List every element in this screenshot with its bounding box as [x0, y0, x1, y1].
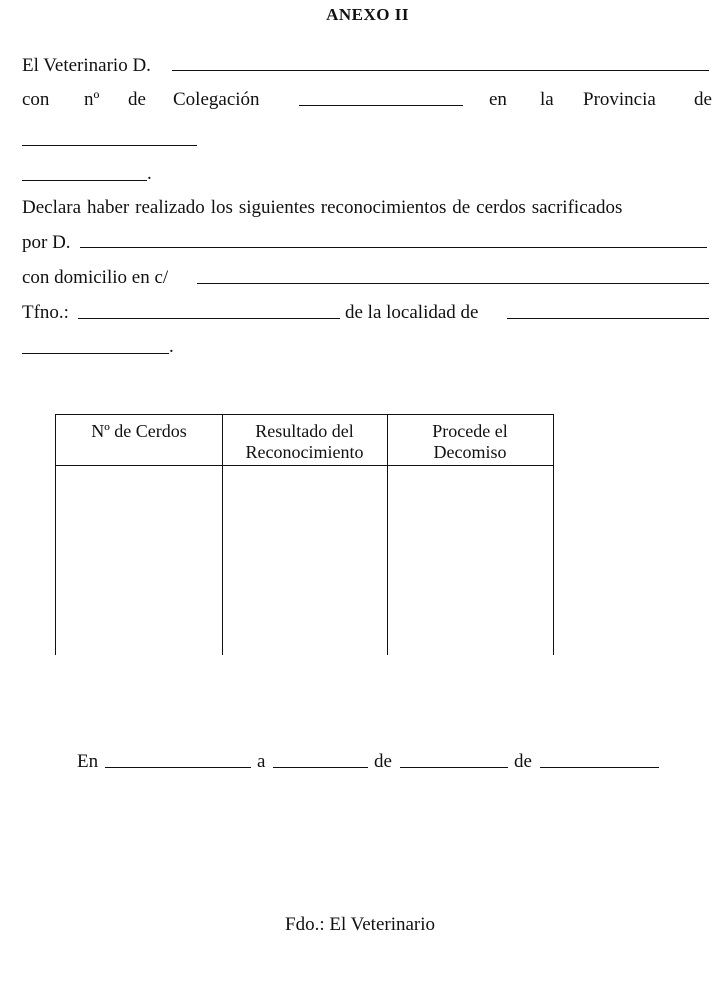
colegiacion-number-field[interactable]: [299, 105, 463, 106]
year-field[interactable]: [540, 767, 659, 768]
header-decomiso-line1: Procede el: [432, 421, 508, 441]
resultado-cell[interactable]: [224, 467, 387, 655]
veterinarian-name-field[interactable]: [172, 70, 709, 71]
locality-field[interactable]: [507, 318, 709, 319]
word-en: en: [489, 89, 507, 110]
table-header-divider: [56, 465, 553, 466]
period-mark: .: [147, 163, 152, 184]
signature-label: Fdo.: El Veterinario: [285, 914, 436, 935]
owner-name-field[interactable]: [80, 247, 707, 248]
locality-field-continued[interactable]: [22, 353, 169, 354]
period-mark-2: .: [169, 336, 174, 357]
province-field-continued[interactable]: [22, 180, 147, 181]
decomiso-cell[interactable]: [389, 467, 553, 655]
day-field[interactable]: [273, 767, 368, 768]
header-resultado: [222, 421, 387, 463]
address-field[interactable]: [197, 283, 709, 284]
header-num-cerdos: [56, 421, 222, 442]
header-decomiso-line2: Decomiso: [433, 442, 507, 462]
month-field[interactable]: [400, 767, 508, 768]
date-a-label: a: [257, 751, 266, 772]
word-la: la: [540, 89, 554, 110]
date-de-label-2: de: [514, 751, 532, 772]
date-de-label-1: de: [374, 751, 392, 772]
word-de: de: [128, 89, 146, 110]
phone-field[interactable]: [78, 318, 340, 319]
document-title: ANEXO II: [326, 5, 409, 24]
header-resultado-line2: Reconocimiento: [245, 442, 364, 462]
owner-label: por D.: [22, 232, 71, 253]
header-num-cerdos-text: Nº de Cerdos: [91, 421, 187, 441]
inspection-table: [55, 414, 554, 655]
veterinarian-label: El Veterinario D.: [22, 55, 151, 76]
province-field[interactable]: [22, 145, 197, 146]
word-de-provincia: de: [694, 89, 712, 110]
word-colegacion: Colegación: [173, 89, 260, 110]
locality-label: de la localidad de: [345, 302, 479, 323]
word-provincia: Provincia: [583, 89, 656, 110]
header-decomiso: [387, 421, 553, 463]
header-resultado-line1: Resultado del: [255, 421, 354, 441]
phone-label: Tfno.:: [22, 302, 69, 323]
word-numero: nº: [84, 89, 100, 110]
num-cerdos-cell[interactable]: [56, 467, 222, 655]
date-en-label: En: [77, 751, 99, 772]
word-con: con: [22, 89, 50, 110]
declaration-text: Declara haber realizado los siguientes reconocimientos de cerdos sacrificados: [22, 197, 623, 218]
address-label: con domicilio en c/: [22, 267, 169, 288]
place-field[interactable]: [105, 767, 251, 768]
